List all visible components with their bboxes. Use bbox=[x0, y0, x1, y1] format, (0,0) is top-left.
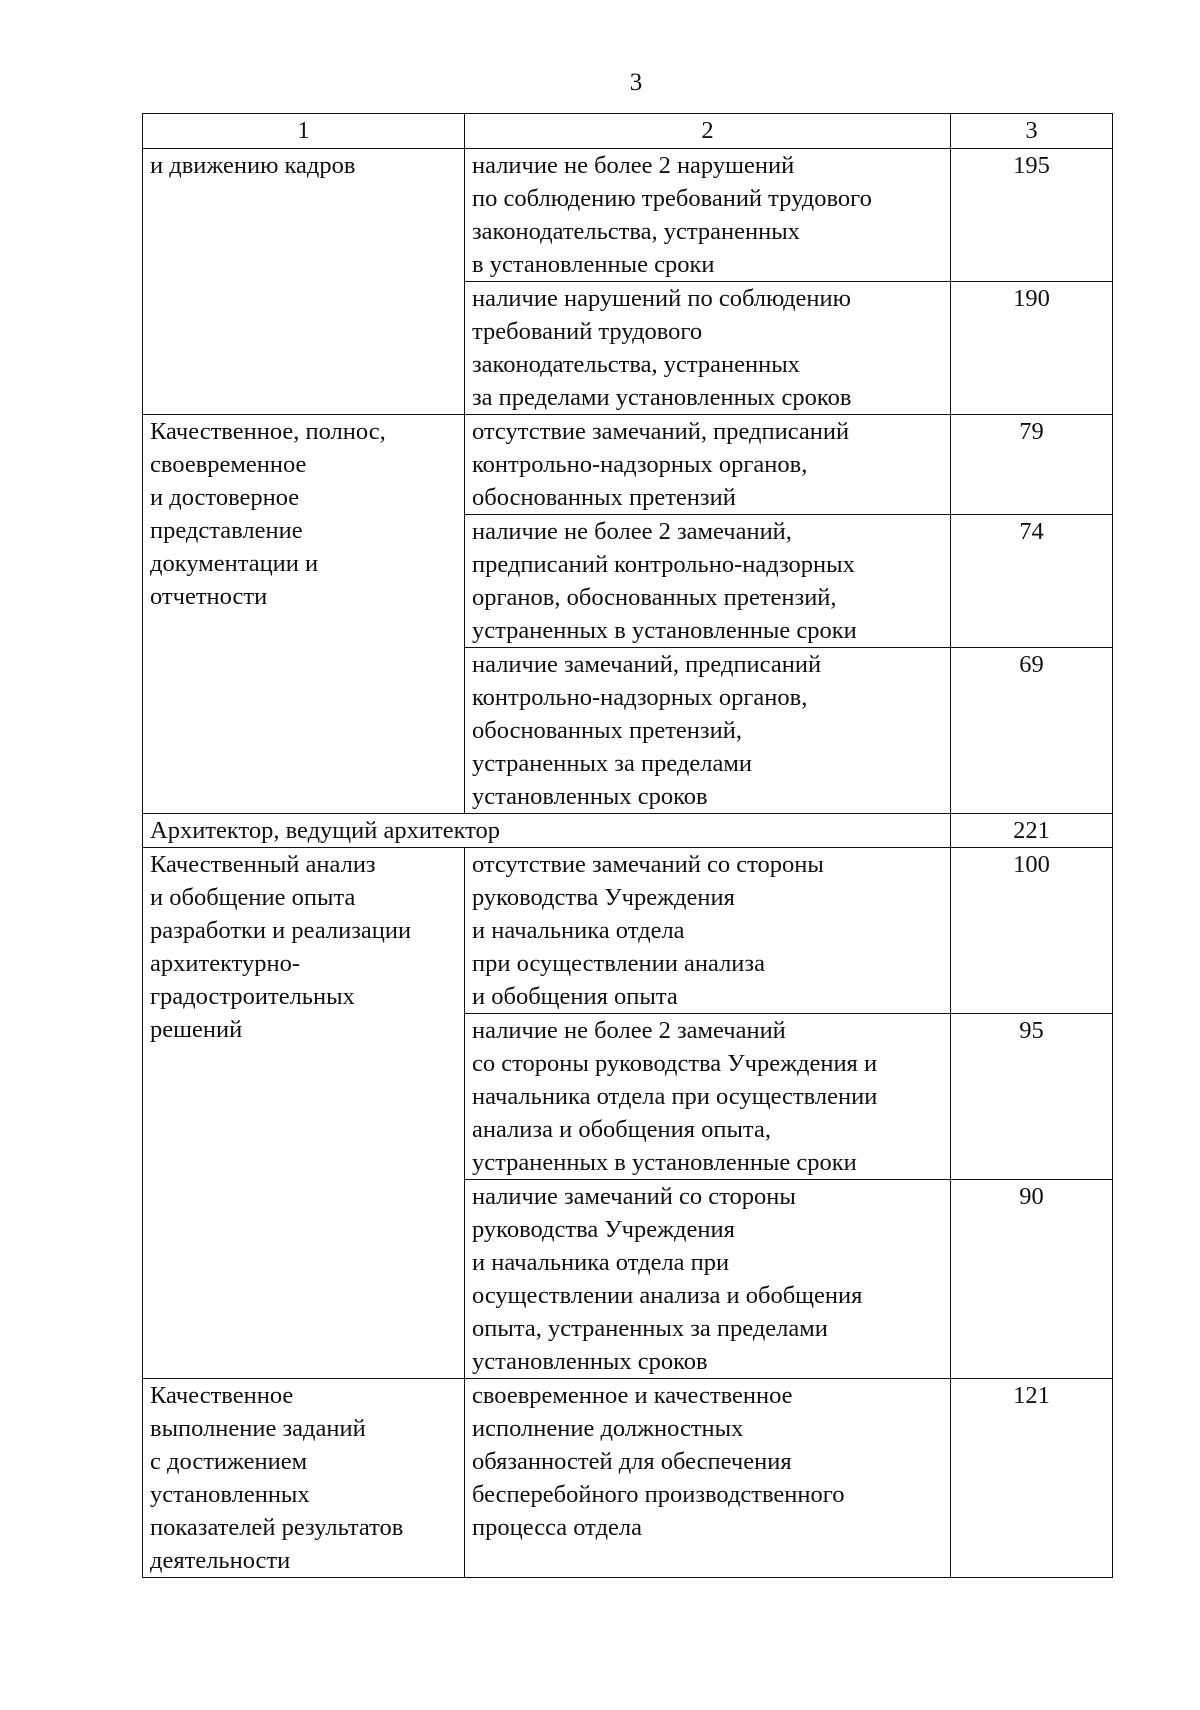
condition-cell: своевременное и качественное исполнение должностных обязанностей для обеспечения бесперебойного производственного процесса отдела bbox=[465, 1379, 951, 1578]
criterion-cell: и движению кадров bbox=[143, 149, 465, 282]
criterion-cell-continuation bbox=[143, 282, 465, 415]
criterion-cell: Качественный анализ и обобщение опыта разработки и реализации архитектурно- градостроительных решений bbox=[143, 848, 465, 1379]
condition-cell: наличие не более 2 нарушений по соблюдению требований трудового законодательства, устраненных в установленные сроки bbox=[465, 149, 951, 282]
criterion-cell: Качественное выполнение заданий с достижением установленных показателей результатов деятельности bbox=[143, 1379, 465, 1578]
criteria-table bbox=[142, 113, 1113, 1578]
condition-cell: наличие замечаний со стороны руководства Учреждения и начальника отдела при осуществлении анализа и обобщения опыта, устраненных за пределами установленных сроков bbox=[465, 1180, 951, 1379]
position-row bbox=[143, 814, 1113, 848]
table-row bbox=[143, 848, 1113, 1014]
column-header-3: 3 bbox=[951, 114, 1113, 149]
condition-cell: наличие нарушений по соблюдению требований трудового законодательства, устраненных за пределами установленных сроков bbox=[465, 282, 951, 415]
position-title: Архитектор, ведущий архитектор bbox=[143, 814, 951, 848]
points-cell: 195 bbox=[951, 149, 1113, 282]
table-row bbox=[143, 1379, 1113, 1578]
condition-cell: наличие не более 2 замечаний со стороны руководства Учреждения и начальника отдела при осуществлении анализа и обобщения опыта, устраненных в установленные сроки bbox=[465, 1014, 951, 1180]
points-cell: 90 bbox=[951, 1180, 1113, 1379]
table-row bbox=[143, 149, 1113, 282]
position-points: 221 bbox=[951, 814, 1113, 848]
points-cell: 74 bbox=[951, 515, 1113, 648]
table-row bbox=[143, 282, 1113, 415]
points-cell: 190 bbox=[951, 282, 1113, 415]
points-cell: 69 bbox=[951, 648, 1113, 814]
page-number: 3 bbox=[629, 69, 643, 96]
points-cell: 100 bbox=[951, 848, 1113, 1014]
points-cell: 121 bbox=[951, 1379, 1113, 1578]
column-header-2: 2 bbox=[465, 114, 951, 149]
condition-cell: отсутствие замечаний со стороны руководства Учреждения и начальника отдела при осуществлении анализа и обобщения опыта bbox=[465, 848, 951, 1014]
condition-cell: отсутствие замечаний, предписаний контрольно-надзорных органов, обоснованных претензий bbox=[465, 415, 951, 515]
column-header-1: 1 bbox=[143, 114, 465, 149]
points-cell: 95 bbox=[951, 1014, 1113, 1180]
criterion-cell: Качественное, полнос, своевременное и достоверное представление документации и отчетности bbox=[143, 415, 465, 814]
table-header-row bbox=[143, 114, 1113, 149]
condition-cell: наличие не более 2 замечаний, предписаний контрольно-надзорных органов, обоснованных претензий, устраненных в установленные сроки bbox=[465, 515, 951, 648]
condition-cell: наличие замечаний, предписаний контрольно-надзорных органов, обоснованных претензий, устраненных за пределами установленных сроков bbox=[465, 648, 951, 814]
table-row bbox=[143, 415, 1113, 515]
points-cell: 79 bbox=[951, 415, 1113, 515]
